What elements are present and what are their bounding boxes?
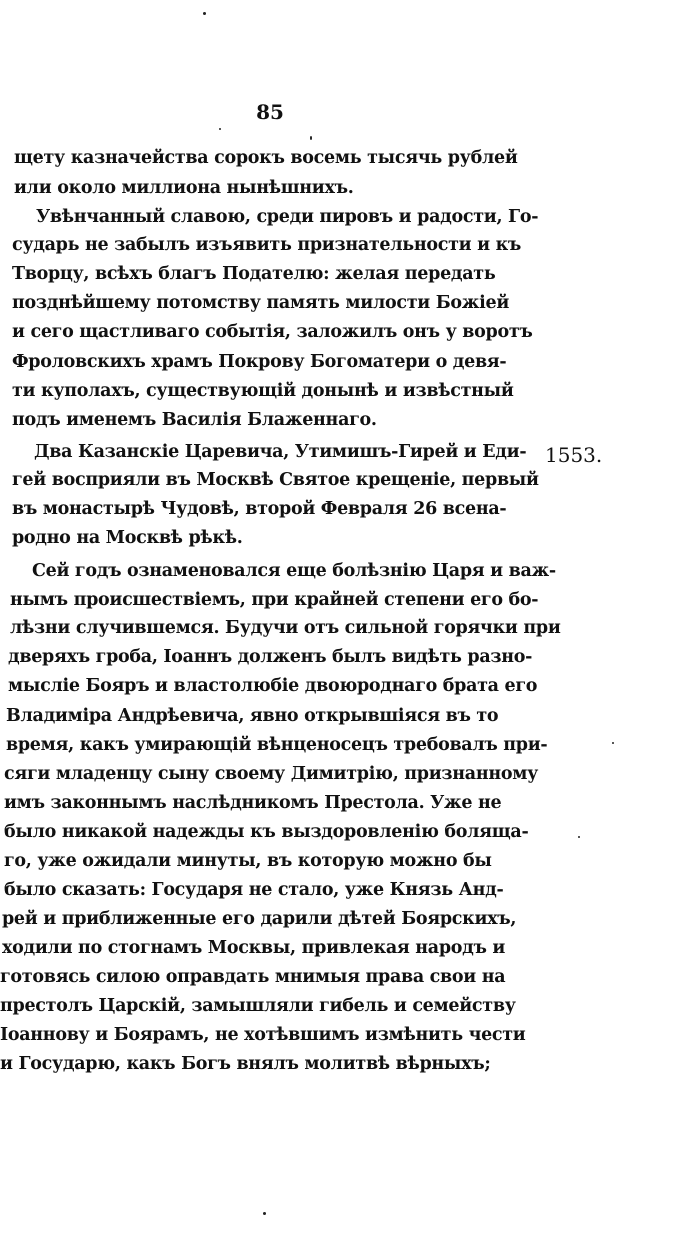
text-line: нымъ происшествіемъ, при крайней степени его бо- <box>10 590 539 610</box>
ink-speck <box>263 1212 266 1215</box>
text-line: было никакой надежды къ выздоровленію боляща- <box>4 822 529 842</box>
text-line: дверяхъ гроба, Іоаннъ долженъ былъ видѣть разно- <box>8 647 533 667</box>
text-line: позднѣйшему потомству память милости Божіей <box>12 293 510 313</box>
text-line: Творцу, всѣхъ благъ Подателю: желая передать <box>12 264 496 284</box>
text-line: Увѣнчанный славою, среди пировъ и радости, Го- <box>36 207 539 227</box>
text-line: Владиміра Андрѣевича, явно открывшіяся въ то <box>6 706 499 726</box>
text-line: Іоаннову и Боярамъ, не хотѣвшимъ измѣнить чести <box>0 1025 526 1045</box>
margin-year: 1553. <box>545 443 603 467</box>
text-line: время, какъ умирающій вѣнценосецъ требовалъ при- <box>6 735 548 755</box>
text-line: рей и приближенные его дарили дѣтей Боярскихъ, <box>2 909 517 929</box>
text-line: и сего щастливаго событія, заложилъ онъ у воротъ <box>12 322 533 342</box>
text-line: гей восприяли въ Москвѣ Святое крещеніе, первый <box>12 470 539 490</box>
text-line: и Государю, какъ Богъ внялъ молитвѣ вѣрныхъ; <box>0 1054 491 1074</box>
ink-speck <box>578 836 580 838</box>
ink-speck <box>219 128 221 130</box>
text-line: въ монастырѣ Чудовѣ, второй Февраля 26 всена- <box>12 499 507 519</box>
text-line: ти куполахъ, существующій донынѣ и извѣстный <box>12 381 514 401</box>
text-line: сяги младенцу сыну своему Димитрію, признанному <box>4 764 539 784</box>
text-line: престолъ Царскій, замышляли гибель и семейству <box>0 996 516 1016</box>
text-line: лѣзни случившемся. Будучи отъ сильной горячки при <box>10 618 561 638</box>
ink-speck <box>310 136 312 140</box>
text-line: щету казначейства сорокъ восемь тысячь рублей <box>14 148 518 168</box>
text-line: сударь не забылъ изъявить признательности и къ <box>12 235 522 255</box>
text-line: было сказать: Государя не стало, уже Князь Анд- <box>4 880 504 900</box>
text-line: Сей годъ ознаменовался еще болѣзнію Царя и важ- <box>32 561 556 581</box>
page-number: 85 <box>256 100 284 124</box>
text-line: Два Казанскіе Царевича, Утимишъ-Гирей и Еди- <box>34 442 527 462</box>
text-line: мысліе Бояръ и властолюбіе двоюроднаго брата его <box>8 676 538 696</box>
text-line: го, уже ожидали минуты, въ которую можно бы <box>4 851 492 871</box>
text-line: Фроловскихъ храмъ Покрову Богоматери о девя- <box>12 352 507 372</box>
text-line: ходили по стогнамъ Москвы, привлекая народъ и <box>2 938 506 958</box>
ink-speck <box>203 12 206 15</box>
text-line: готовясь силою оправдать мнимыя права свои на <box>0 967 506 987</box>
text-line: имъ законнымъ наслѣдникомъ Престола. Уже не <box>4 793 502 813</box>
ink-speck <box>612 742 614 744</box>
text-line: подъ именемъ Василія Блаженнаго. <box>12 410 377 430</box>
text-line: или около миллиона нынѣшнихъ. <box>14 178 354 198</box>
text-line: родно на Москвѣ рѣкѣ. <box>12 528 243 548</box>
